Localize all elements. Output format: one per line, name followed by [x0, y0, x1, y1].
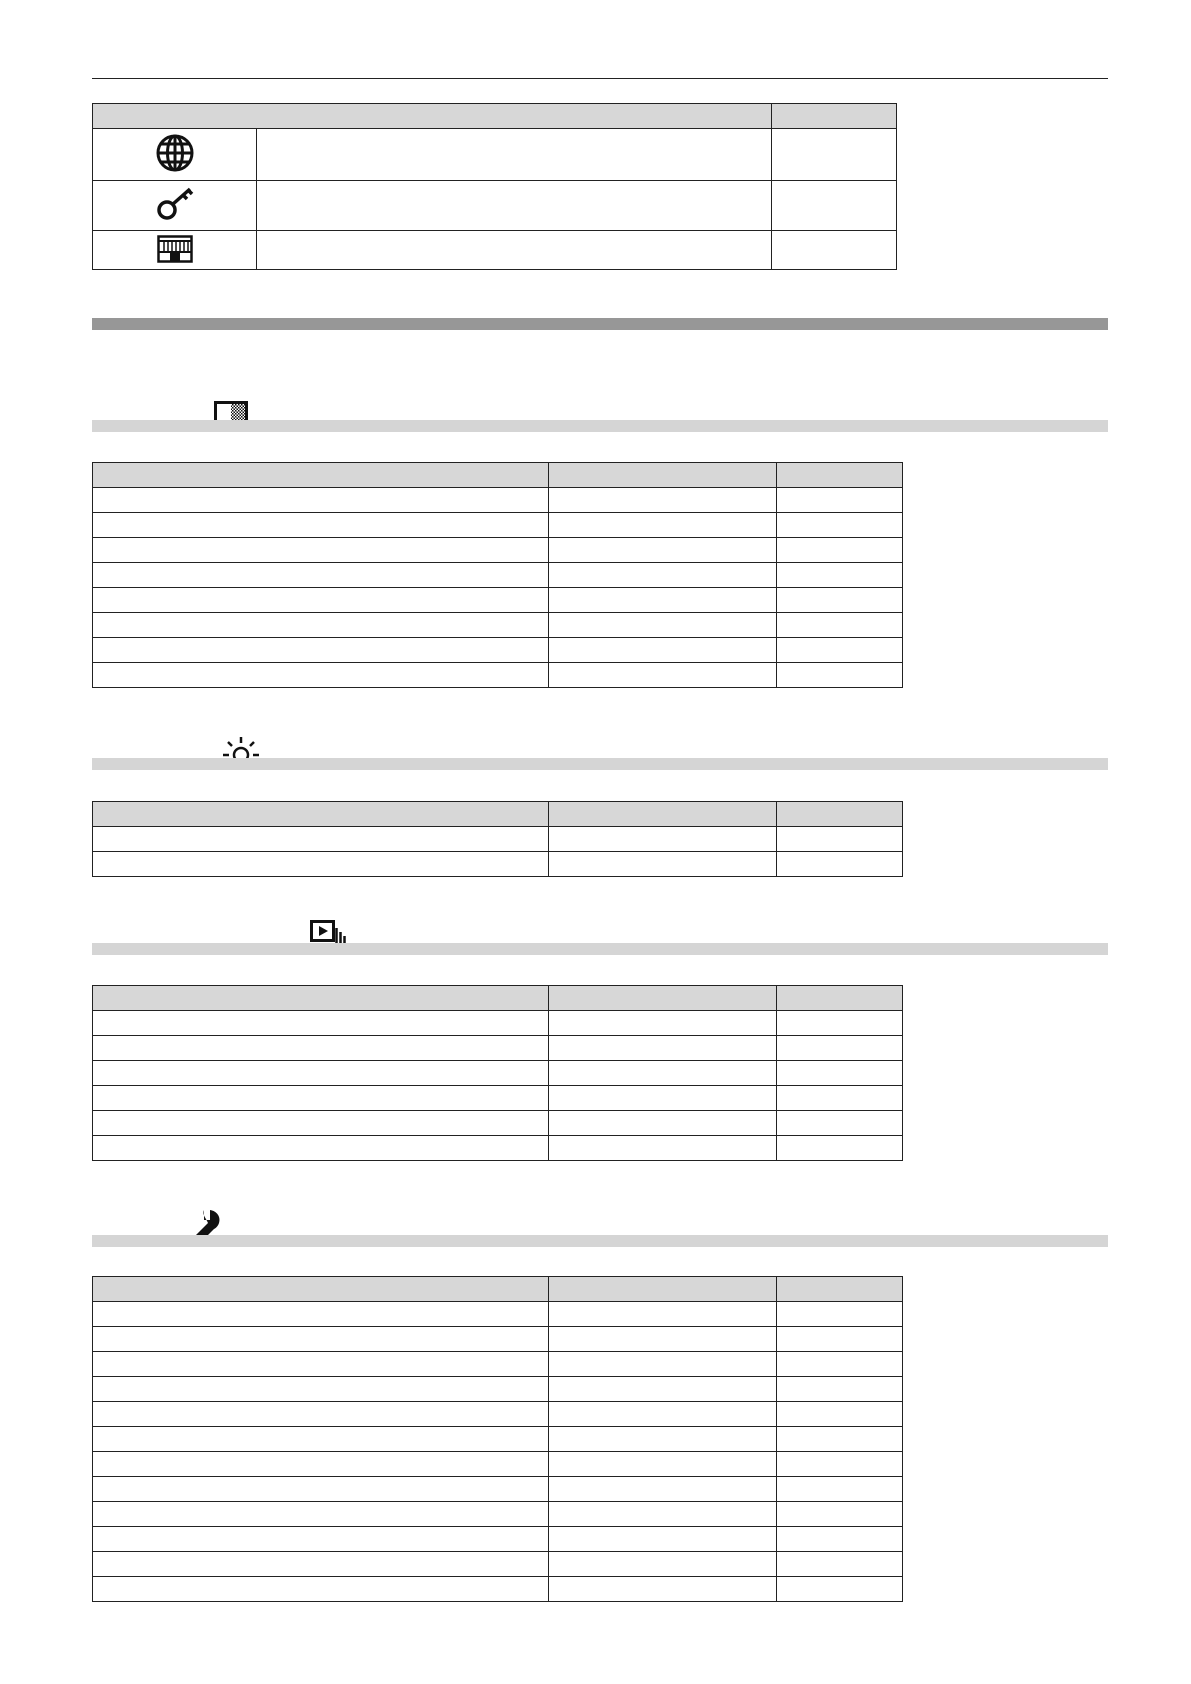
- table-row: [93, 538, 903, 563]
- section-bar-playback: [92, 943, 1108, 955]
- table-row: [93, 513, 903, 538]
- table-row: [93, 129, 897, 181]
- table-row: [93, 1352, 903, 1377]
- section-divider: [92, 318, 1108, 330]
- page-cell: [772, 181, 897, 231]
- table-header-cell: [549, 802, 777, 827]
- table-row: [93, 1402, 903, 1427]
- description-cell: [257, 181, 772, 231]
- section-bar-setup: [92, 1235, 1108, 1247]
- table-header-cell: [777, 1277, 903, 1302]
- menu-grid-icon: [157, 235, 193, 263]
- table-row: [93, 181, 897, 231]
- icon-cell: [93, 181, 257, 231]
- table-row: [93, 1552, 903, 1577]
- table-row: [93, 663, 903, 688]
- table-row: [93, 638, 903, 663]
- description-cell: [257, 231, 772, 270]
- table-row: [93, 1502, 903, 1527]
- table-row: [93, 1136, 903, 1161]
- table-row: [93, 1527, 903, 1552]
- table-row: [93, 1452, 903, 1477]
- header-rule: [92, 78, 1108, 79]
- table-row: [93, 563, 903, 588]
- table-header-cell: [93, 1277, 549, 1302]
- table-row: [93, 1427, 903, 1452]
- table-row: [93, 588, 903, 613]
- key-icon: [155, 186, 195, 222]
- globe-icon: [155, 133, 195, 173]
- table-header-cell: [777, 986, 903, 1011]
- table-header-cell: [93, 463, 549, 488]
- brightness-menu-table: [92, 801, 903, 877]
- table-row: [93, 1477, 903, 1502]
- page-cell: [772, 231, 897, 270]
- table-row: [93, 488, 903, 513]
- section-bar-picture: [92, 420, 1108, 432]
- table-row: [93, 1061, 903, 1086]
- table-row: [93, 827, 903, 852]
- table-row: [93, 1036, 903, 1061]
- table-row: [93, 1577, 903, 1602]
- description-cell: [257, 129, 772, 181]
- table-row: [93, 852, 903, 877]
- playback-menu-table: [92, 985, 903, 1161]
- table-row: [93, 1377, 903, 1402]
- icon-cell: [93, 231, 257, 270]
- table-row: [93, 231, 897, 270]
- table-header-cell: [777, 463, 903, 488]
- page-cell: [772, 129, 897, 181]
- table-row: [93, 1111, 903, 1136]
- table-header-cell: [549, 986, 777, 1011]
- table-row: [93, 613, 903, 638]
- table-header-cell: [772, 104, 897, 129]
- icon-cell: [93, 129, 257, 181]
- section-bar-brightness: [92, 758, 1108, 770]
- picture-menu-table: [92, 462, 903, 688]
- table-header-cell: [93, 802, 549, 827]
- setup-menu-table: [92, 1276, 903, 1602]
- table-row: [93, 1302, 903, 1327]
- table-header-cell: [93, 986, 549, 1011]
- table-header-cell: [777, 802, 903, 827]
- table-row: [93, 1086, 903, 1111]
- table-header-cell: [93, 104, 772, 129]
- table-row: [93, 1327, 903, 1352]
- table-header-cell: [549, 463, 777, 488]
- top-icon-table: [92, 103, 897, 270]
- table-header-cell: [549, 1277, 777, 1302]
- table-row: [93, 1011, 903, 1036]
